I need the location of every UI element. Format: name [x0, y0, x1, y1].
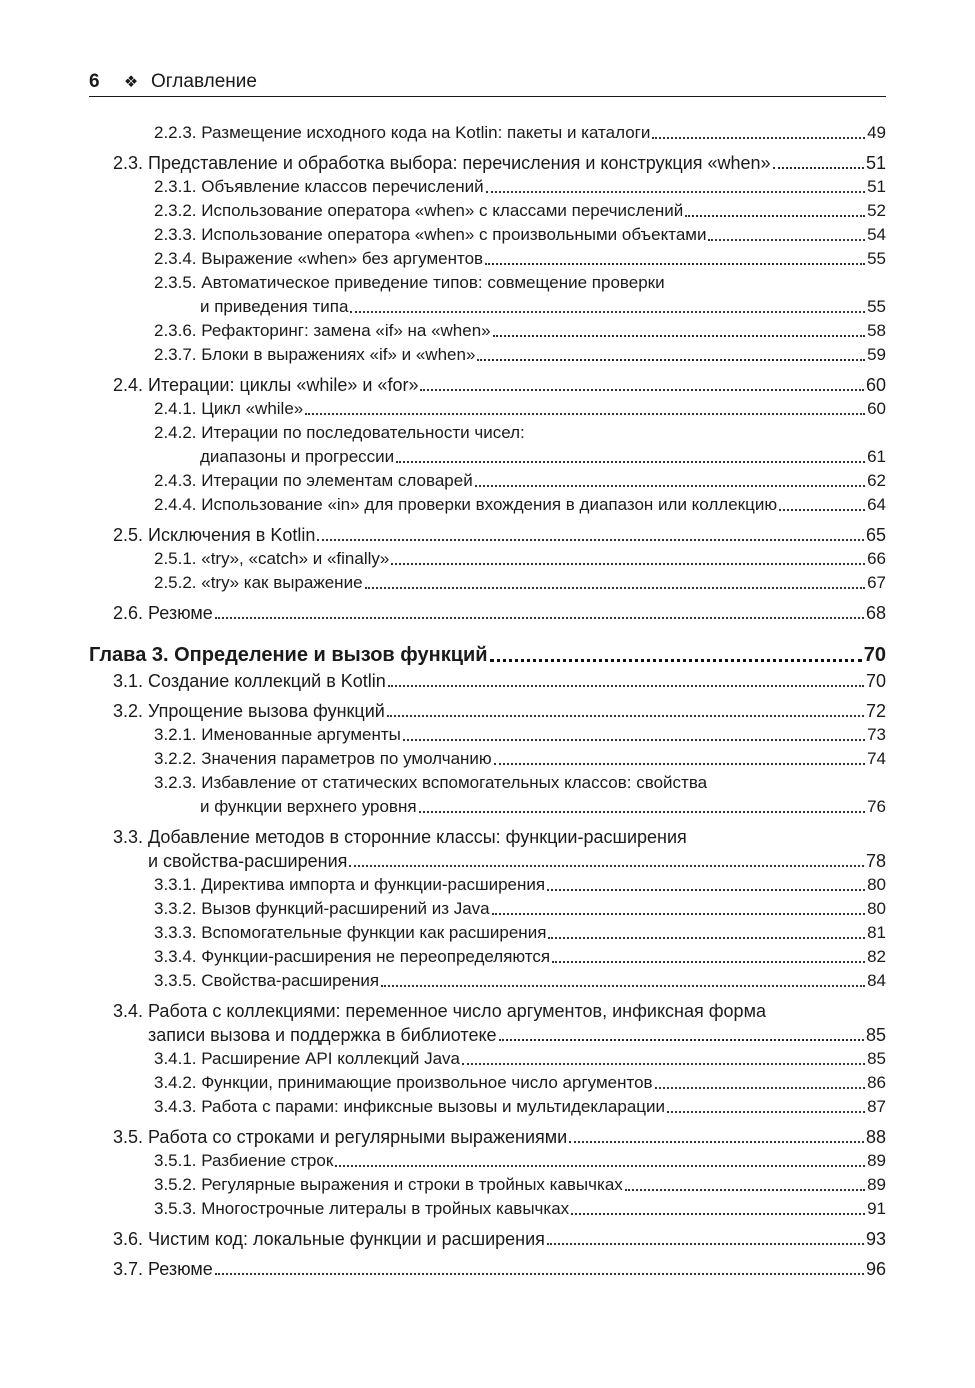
- toc-page-number: 62: [867, 471, 886, 490]
- toc-page-number: 91: [867, 1199, 886, 1218]
- dot-leader: [349, 865, 864, 867]
- toc-entry-title: 2.4.1. Цикл «while»: [154, 399, 304, 418]
- dot-leader: [215, 617, 864, 619]
- toc-entry-title: 3.5.1. Разбиение строк: [154, 1151, 334, 1170]
- toc-entry: [89, 151, 886, 175]
- toc-page-number: 49: [867, 123, 886, 142]
- toc-entry-title: 3.2. Упрощение вызова функций: [113, 701, 385, 721]
- dot-leader: [547, 889, 865, 891]
- toc-entry-title: и свойства-расширения: [148, 851, 348, 871]
- toc-page-number: 52: [867, 201, 886, 220]
- toc-entry-title: 2.4.2. Итерации по последовательности чисел:: [154, 423, 525, 442]
- toc-entry-title: 2.3.6. Рефакторинг: замена «if» на «when»: [154, 321, 491, 340]
- toc-entry-title: 2.4.3. Итерации по элементам словарей: [154, 471, 473, 490]
- toc-entry: [89, 199, 886, 223]
- toc-entry: [89, 1149, 886, 1173]
- toc-entry-title: диапазоны и прогрессии: [200, 447, 395, 466]
- toc-page-number: 88: [865, 1127, 886, 1147]
- toc-entry-title: 3.3.4. Функции-расширения не переопределяются: [154, 947, 551, 966]
- toc-entry: [89, 723, 886, 747]
- dot-leader: [779, 509, 865, 511]
- toc-page-number: 87: [867, 1097, 886, 1116]
- toc-entry: [89, 747, 886, 771]
- toc-page-number: 78: [865, 851, 886, 871]
- toc-entry: [89, 699, 886, 723]
- toc-entry: [89, 295, 886, 319]
- dot-leader: [475, 485, 865, 487]
- toc-page-number: 55: [867, 297, 886, 316]
- toc-entry-title: 3.3.2. Вызов функций-расширений из Java: [154, 899, 490, 918]
- toc-page-number: 74: [867, 749, 886, 768]
- toc-page-number: 70: [865, 671, 886, 691]
- toc-page-number: 61: [867, 447, 886, 466]
- dot-leader: [365, 587, 866, 589]
- toc-entry-title: 3.3.1. Директива импорта и функции-расширения: [154, 875, 546, 894]
- toc-page-number: 86: [867, 1073, 886, 1092]
- toc-entry: [89, 795, 886, 819]
- toc-entry: [89, 1023, 886, 1047]
- toc-entry-title: 3.6. Чистим код: локальные функции и расширения: [113, 1229, 545, 1249]
- toc-entry: [89, 247, 886, 271]
- toc-entry-title: 2.3.5. Автоматическое приведение типов: совмещение проверки: [154, 273, 665, 292]
- dot-leader: [708, 239, 865, 241]
- dot-leader: [625, 1189, 865, 1191]
- toc-page-number: 73: [867, 725, 886, 744]
- toc-entry: [89, 523, 886, 547]
- toc-entry-title: 3.3.5. Свойства-расширения: [154, 971, 380, 990]
- toc-entry-title: 3.2.3. Избавление от статических вспомогательных классов: свойства: [154, 773, 708, 792]
- toc-page-number: 89: [867, 1175, 886, 1194]
- toc-entry: [89, 825, 886, 849]
- toc-entry-title: 3.5.2. Регулярные выражения и строки в тройных кавычках: [154, 1175, 623, 1194]
- toc-entry: [89, 1095, 886, 1119]
- toc-entry: [89, 1047, 886, 1071]
- toc-page-number: 82: [867, 947, 886, 966]
- dot-leader: [486, 191, 866, 193]
- dot-leader: [547, 1243, 864, 1245]
- table-of-contents: [89, 121, 886, 1281]
- toc-entry-title: 3.4.1. Расширение API коллекций Java: [154, 1049, 461, 1068]
- toc-entry-title: Глава 3. Определение и вызов функций: [89, 644, 488, 666]
- toc-entry-title: 3.3. Добавление методов в сторонние классы: функции-расширения: [113, 827, 687, 847]
- dot-leader: [215, 1273, 864, 1275]
- toc-entry-title: 2.4.4. Использование «in» для проверки вхождения в диапазон или коллекцию: [154, 495, 778, 514]
- toc-entry: [89, 669, 886, 693]
- toc-entry: [89, 849, 886, 873]
- toc-entry: [89, 223, 886, 247]
- toc-page-number: 70: [863, 644, 886, 666]
- toc-page-number: 72: [865, 701, 886, 721]
- toc-entry: [89, 175, 886, 199]
- dot-leader: [420, 389, 864, 391]
- toc-entry-title: 3.4. Работа с коллекциями: переменное число аргументов, инфиксная форма: [113, 1001, 766, 1021]
- toc-entry: [89, 1257, 886, 1281]
- toc-entry: [89, 945, 886, 969]
- toc-chapter-entry: [89, 641, 886, 669]
- toc-entry: [89, 421, 886, 445]
- toc-entry: [89, 469, 886, 493]
- toc-entry-title: 3.7. Резюме: [113, 1259, 213, 1279]
- running-header: [89, 68, 886, 97]
- toc-entry-title: 3.2.1. Именованные аргументы: [154, 725, 401, 744]
- toc-entry: [89, 547, 886, 571]
- dot-leader: [396, 461, 865, 463]
- toc-entry-title: записи вызова и поддержка в библиотеке: [148, 1025, 497, 1045]
- dot-leader: [350, 311, 865, 313]
- toc-entry-title: 3.5. Работа со строками и регулярными выражениями: [113, 1127, 568, 1147]
- toc-entry-title: 2.2.3. Размещение исходного кода на Kotlin: пакеты и каталоги: [154, 123, 651, 142]
- toc-entry-title: 3.3.3. Вспомогательные функции как расширения: [154, 923, 547, 942]
- dot-leader: [492, 913, 865, 915]
- toc-entry-title: 2.4. Итерации: циклы «while» и «for»: [113, 375, 419, 395]
- toc-entry-title: и приведения типа: [200, 297, 349, 316]
- toc-entry: [89, 319, 886, 343]
- dot-leader: [685, 215, 865, 217]
- toc-entry-title: и функции верхнего уровня: [200, 797, 417, 816]
- dot-leader: [388, 685, 864, 687]
- dot-leader: [493, 335, 865, 337]
- dot-leader: [494, 763, 865, 765]
- toc-entry-title: 2.3.1. Объявление классов перечислений: [154, 177, 484, 196]
- toc-entry: [89, 493, 886, 517]
- toc-page-number: 51: [865, 153, 886, 173]
- dot-leader: [569, 1141, 864, 1143]
- toc-page-number: 66: [867, 549, 886, 568]
- toc-entry: [89, 397, 886, 421]
- toc-entry-title: 2.5.1. «try», «catch» и «finally»: [154, 549, 390, 568]
- toc-page-number: 85: [865, 1025, 886, 1045]
- toc-page-number: 64: [867, 495, 886, 514]
- dot-leader: [548, 937, 865, 939]
- toc-entry: [89, 1173, 886, 1197]
- dot-leader: [403, 739, 865, 741]
- dot-leader: [485, 263, 865, 265]
- toc-entry: [89, 873, 886, 897]
- toc-entry: [89, 571, 886, 595]
- toc-entry: [89, 445, 886, 469]
- toc-entry: [89, 1071, 886, 1095]
- toc-entry: [89, 999, 886, 1023]
- toc-entry-title: 2.5.2. «try» как выражение: [154, 573, 363, 592]
- toc-page-number: 60: [865, 375, 886, 395]
- toc-entry: [89, 771, 886, 795]
- toc-entry: [89, 1125, 886, 1149]
- toc-entry-title: 2.3. Представление и обработка выбора: перечисления и конструкция «when»: [113, 153, 771, 173]
- dot-leader: [655, 1087, 866, 1089]
- toc-entry-title: 3.1. Создание коллекций в Kotlin: [113, 671, 386, 691]
- toc-page-number: 59: [867, 345, 886, 364]
- dot-leader: [773, 167, 864, 169]
- toc-entry-title: 3.2.2. Значения параметров по умолчанию: [154, 749, 492, 768]
- toc-entry: [89, 601, 886, 625]
- toc-entry: [89, 373, 886, 397]
- toc-entry: [89, 343, 886, 367]
- header-title: Оглавление: [151, 71, 257, 92]
- ornament-icon: ❖: [123, 74, 139, 91]
- dot-leader: [381, 985, 865, 987]
- toc-page-number: 81: [867, 923, 886, 942]
- toc-entry-title: 3.5.3. Многострочные литералы в тройных кавычках: [154, 1199, 570, 1218]
- dot-leader: [571, 1213, 865, 1215]
- page-number: 6: [89, 71, 100, 92]
- toc-entry-title: 2.5. Исключения в Kotlin: [113, 525, 316, 545]
- toc-page-number: 76: [867, 797, 886, 816]
- toc-entry: [89, 969, 886, 993]
- toc-page-number: 54: [867, 225, 886, 244]
- toc-page-number: 85: [867, 1049, 886, 1068]
- dot-leader: [317, 539, 864, 541]
- toc-entry-title: 3.4.2. Функции, принимающие произвольное число аргументов: [154, 1073, 653, 1092]
- dot-leader: [419, 811, 866, 813]
- dot-leader: [462, 1063, 865, 1065]
- toc-page-number: 93: [865, 1229, 886, 1249]
- dot-leader: [667, 1111, 865, 1113]
- toc-entry-title: 2.6. Резюме: [113, 603, 213, 623]
- toc-page-number: 80: [867, 875, 886, 894]
- toc-entry: [89, 121, 886, 145]
- toc-entry: [89, 1227, 886, 1251]
- toc-page-number: 80: [867, 899, 886, 918]
- toc-page-number: 55: [867, 249, 886, 268]
- toc-page-number: 51: [867, 177, 886, 196]
- dot-leader: [490, 659, 862, 662]
- dot-leader: [477, 359, 865, 361]
- toc-page-number: 67: [867, 573, 886, 592]
- toc-entry: [89, 1197, 886, 1221]
- dot-leader: [552, 961, 865, 963]
- toc-page-number: 58: [867, 321, 886, 340]
- toc-entry-title: 2.3.2. Использование оператора «when» с классами перечислений: [154, 201, 684, 220]
- toc-page-number: 60: [867, 399, 886, 418]
- dot-leader: [387, 715, 864, 717]
- toc-entry: [89, 897, 886, 921]
- dot-leader: [305, 413, 865, 415]
- dot-leader: [499, 1039, 864, 1041]
- toc-page-number: 96: [865, 1259, 886, 1279]
- dot-leader: [652, 137, 865, 139]
- toc-entry-title: 2.3.4. Выражение «when» без аргументов: [154, 249, 484, 268]
- toc-page-number: 84: [867, 971, 886, 990]
- toc-entry-title: 2.3.7. Блоки в выражениях «if» и «when»: [154, 345, 476, 364]
- toc-entry: [89, 921, 886, 945]
- toc-entry-title: 3.4.3. Работа с парами: инфиксные вызовы и мультидекларации: [154, 1097, 666, 1116]
- dot-leader: [335, 1165, 865, 1167]
- toc-entry: [89, 271, 886, 295]
- toc-page-number: 65: [865, 525, 886, 545]
- toc-page-number: 89: [867, 1151, 886, 1170]
- toc-entry-title: 2.3.3. Использование оператора «when» с произвольными объектами: [154, 225, 707, 244]
- toc-page-number: 68: [865, 603, 886, 623]
- dot-leader: [391, 563, 865, 565]
